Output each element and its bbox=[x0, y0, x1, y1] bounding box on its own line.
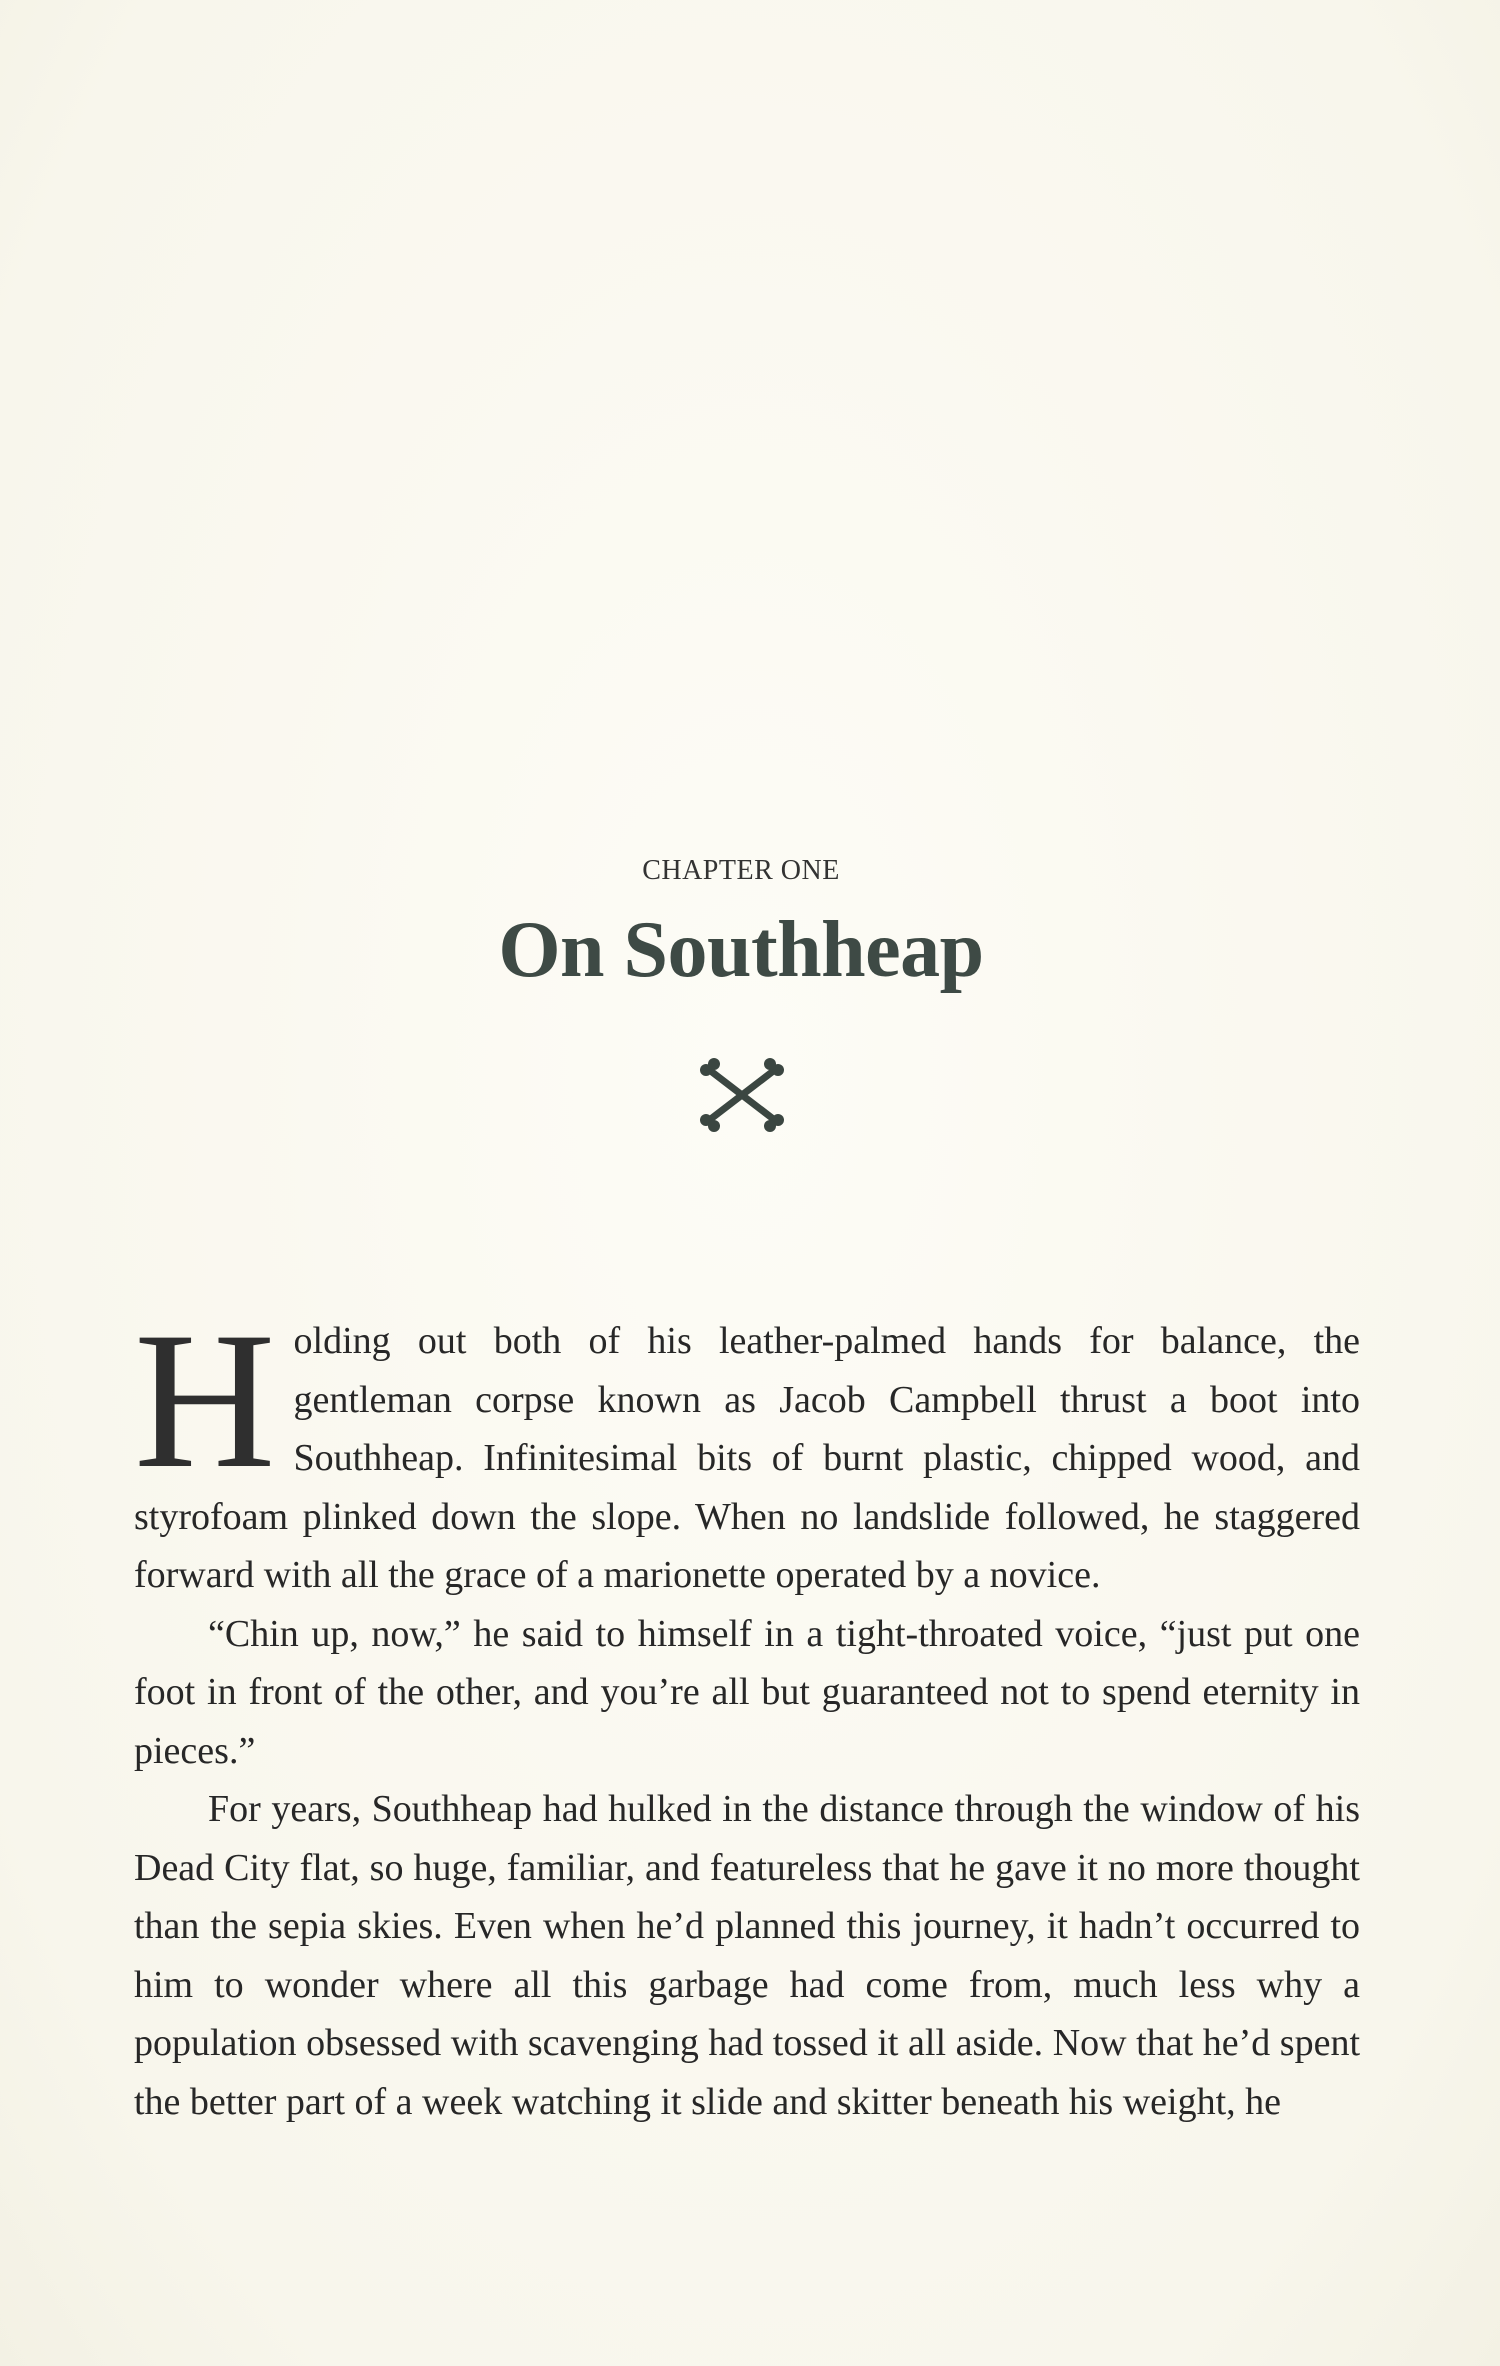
drop-cap: H bbox=[134, 1292, 276, 1509]
paragraph-1-text: olding out both of his leather-palmed hands for balance, the gentleman corpse known as Jacob Campbell thrust a boot into Southheap. Infinitesimal bits of burnt plastic, chipped wood, and styrofoam plinked down the slope. When no landslide followed, he staggered forward with all the grace of a marionette operated by a novice. bbox=[134, 1320, 1360, 1596]
chapter-title: On Southheap bbox=[498, 906, 984, 994]
paragraph-1 bbox=[134, 1292, 1360, 1605]
crossed-bones-icon bbox=[696, 1058, 788, 1132]
chapter-label: CHAPTER ONE bbox=[642, 855, 840, 886]
paragraph-2: “Chin up, now,” he said to himself in a tight-throated voice, “just put one foot in front of the other, and you’re all but guaranteed not to spend eternity in pieces.” bbox=[134, 1612, 1360, 1772]
paragraph-3: For years, Southheap had hulked in the distance through the window of his Dead City flat, so huge, familiar, and featureless that he gave it no more thought than the sepia skies. Even when he’d planned this journey, it hadn’t occurred to him to wonder where all this garbage had come from, much less why a population obsessed with scavenging had tossed it all aside. Now that he’d spent the better part of a week watching it slide and skitter beneath his weight, he bbox=[134, 1788, 1360, 2123]
chapter-body bbox=[134, 1292, 1360, 2131]
